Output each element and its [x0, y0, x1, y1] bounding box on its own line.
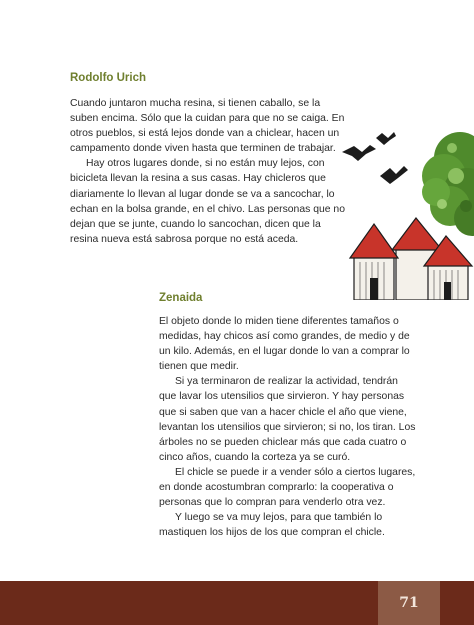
paragraph: Cuando juntaron mucha resina, si tienen caballo, se la suben encima. Sólo que la cuidan para que no se caiga. En otros pueblos, si está lejos donde van a chiclear, hacen un campamento donde viven hasta que terminen de trabajar.	[70, 98, 345, 155]
testimony-rodolfo	[70, 96, 346, 247]
paragraph: El objeto donde lo miden tiene diferentes tamaños o medidas, hay chicos así como grandes, de medio y de un kilo. Además, en el lugar donde lo van a comprar lo tienen que medir.	[159, 316, 410, 373]
paragraph: Y luego se va muy lejos, para que también lo mastiquen los hijos de los que compran el chicle.	[159, 512, 385, 539]
tree-icon	[422, 132, 474, 236]
paragraph: El chicle se puede ir a vender sólo a ciertos lugares, en donde acostumbran comprarlo: la cooperativa o personas que lo compran para venderlo otra vez.	[159, 466, 416, 509]
testimony-zenaida	[159, 314, 417, 540]
page-number: 71	[399, 595, 419, 611]
birds-icon	[342, 132, 408, 184]
speaker-name-rodolfo: Rodolfo Urich	[70, 72, 147, 84]
village-illustration	[332, 118, 474, 300]
page-number-tab	[378, 581, 440, 625]
speaker-name-zenaida: Zenaida	[159, 292, 203, 304]
paragraph: Hay otros lugares donde, si no están muy lejos, con bicicleta llevan la resina a sus casas. Hay chicleros que diariamente lo llevan al lugar donde se va a sancochar, lo echan en la bolsa grande, en el chivo. Las personas que no dejan que se junte, cuando lo sancochan, dicen que la resina nueva está sabrosa porque no está aceda.	[70, 158, 345, 245]
houses-icon	[350, 218, 472, 300]
paragraph: Si ya terminaron de realizar la actividad, tendrán que lavar los utensilios que sirvieron. Y hay personas que si saben que van a hacer chicle el año que viene, levantan los utensilios que sirvieron; si no, los tiran. Los árboles no se pueden chiclear más que cada cuatro o cinco años, cuando la corteza ya se curó.	[159, 376, 416, 463]
